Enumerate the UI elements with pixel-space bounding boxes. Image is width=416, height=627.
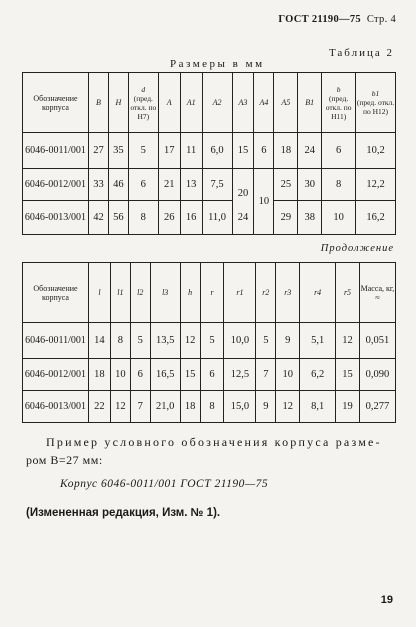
cell-A2: 11,0 [202, 201, 232, 235]
cell-r4: 6,2 [300, 359, 336, 391]
col-A: A [158, 73, 180, 133]
cell-r: 8 [200, 391, 224, 423]
cell-name: 6046-0012/001 [23, 359, 89, 391]
continuation-label: Продолжение [320, 243, 394, 254]
col-A3: A3 [232, 73, 254, 133]
cell-r: 6 [200, 359, 224, 391]
table-row [23, 391, 396, 423]
table-row [23, 201, 396, 235]
col-A1: A1 [180, 73, 202, 133]
col-A5: A5 [274, 73, 298, 133]
col-r1: r1 [224, 263, 256, 323]
cell-A3: 15 [232, 133, 254, 169]
table-row [23, 359, 396, 391]
col-d: d (пред. откл. по Н7) [128, 73, 158, 133]
cell-name: 6046-0013/001 [23, 391, 89, 423]
cell-l3: 13,5 [150, 323, 180, 359]
cell-r4: 8,1 [300, 391, 336, 423]
cell-H: 56 [108, 201, 128, 235]
cell-b: 10 [322, 201, 356, 235]
col-r5: r5 [336, 263, 360, 323]
example-text-line2: ром B=27 мм: [26, 453, 103, 467]
cell-A2: 6,0 [202, 133, 232, 169]
gost-number: ГОСТ 21190—75 [278, 14, 361, 25]
cell-name: 6046-0011/001 [23, 323, 89, 359]
cell-l: 22 [88, 391, 110, 423]
col-A2: A2 [202, 73, 232, 133]
cell-name: 6046-0012/001 [23, 169, 89, 201]
cell-b: 6 [322, 133, 356, 169]
table-row [23, 169, 396, 201]
cell-l1: 12 [110, 391, 130, 423]
cell-r5: 15 [336, 359, 360, 391]
cell-b1: 12,2 [356, 169, 396, 201]
cell-A5: 25 [274, 169, 298, 201]
col-A4: A4 [254, 73, 274, 133]
cell-l: 18 [88, 359, 110, 391]
col-b1: b1 (пред. откл. по Н12) [356, 73, 396, 133]
cell-r3: 10 [276, 359, 300, 391]
cell-B: 27 [88, 133, 108, 169]
cell-mass: 0,277 [359, 391, 395, 423]
cell-l2: 5 [130, 323, 150, 359]
cell-A4: 6 [254, 133, 274, 169]
cell-A2: 7,5 [202, 169, 232, 201]
cell-r1: 10,0 [224, 323, 256, 359]
page-label: Стр. 4 [366, 14, 396, 25]
col-r4: r4 [300, 263, 336, 323]
cell-l3: 16,5 [150, 359, 180, 391]
cell-d: 8 [128, 201, 158, 235]
cell-B1: 24 [298, 133, 322, 169]
cell-r2: 7 [256, 359, 276, 391]
cell-H: 35 [108, 133, 128, 169]
cell-B: 42 [88, 201, 108, 235]
cell-A5: 29 [274, 201, 298, 235]
cell-A4-merged: 10 [254, 169, 274, 235]
cell-h: 12 [180, 323, 200, 359]
cell-mass: 0,051 [359, 323, 395, 359]
dimensions-table [22, 72, 396, 235]
cell-r5: 12 [336, 323, 360, 359]
cell-A1: 11 [180, 133, 202, 169]
cell-A3: 24 [232, 201, 254, 235]
col-l2: l2 [130, 263, 150, 323]
cell-b: 8 [322, 169, 356, 201]
cell-r: 5 [200, 323, 224, 359]
cell-b1: 10,2 [356, 133, 396, 169]
cell-d: 5 [128, 133, 158, 169]
cell-A: 26 [158, 201, 180, 235]
cell-l2: 6 [130, 359, 150, 391]
cell-l2: 7 [130, 391, 150, 423]
cell-B1: 30 [298, 169, 322, 201]
cell-l1: 8 [110, 323, 130, 359]
cell-A3: 20 [232, 169, 254, 201]
table-row [23, 133, 396, 169]
table-label: Таблица 2 [328, 47, 394, 59]
edition-note: (Измененная редакция, Изм. № 1). [26, 507, 221, 519]
cell-r2: 5 [256, 323, 276, 359]
col-l: l [88, 263, 110, 323]
cell-l3: 21,0 [150, 391, 180, 423]
cell-r5: 19 [336, 391, 360, 423]
cell-r1: 12,5 [224, 359, 256, 391]
continuation-table [22, 262, 396, 423]
cell-r3: 9 [276, 323, 300, 359]
col-mass: Масса, кг, ≈ [359, 263, 395, 323]
cell-B: 33 [88, 169, 108, 201]
col-b: b (пред. откл. по Н11) [322, 73, 356, 133]
cell-H: 46 [108, 169, 128, 201]
cell-h: 18 [180, 391, 200, 423]
col-name: Обозначение корпуса [23, 73, 89, 133]
cell-B1: 38 [298, 201, 322, 235]
col-l3: l3 [150, 263, 180, 323]
cell-h: 15 [180, 359, 200, 391]
cell-d: 6 [128, 169, 158, 201]
document-header [278, 14, 396, 25]
cell-l: 14 [88, 323, 110, 359]
col-H: H [108, 73, 128, 133]
table-caption: Размеры в мм [170, 58, 265, 70]
cell-r2: 9 [256, 391, 276, 423]
cell-name: 6046-0013/001 [23, 201, 89, 235]
cell-A5: 18 [274, 133, 298, 169]
col-B1: B1 [298, 73, 322, 133]
cell-mass: 0,090 [359, 359, 395, 391]
cell-r4: 5,1 [300, 323, 336, 359]
cell-A: 17 [158, 133, 180, 169]
cell-A1: 13 [180, 169, 202, 201]
col-r: r [200, 263, 224, 323]
col-name: Обозначение корпуса [23, 263, 89, 323]
cell-r1: 15,0 [224, 391, 256, 423]
page-number: 19 [380, 594, 393, 606]
col-r3: r3 [276, 263, 300, 323]
cell-name: 6046-0011/001 [23, 133, 89, 169]
cell-r3: 12 [276, 391, 300, 423]
example-text-line1: Пример условного обозначения корпуса разме- [46, 435, 382, 449]
designation-example: Корпус 6046-0011/001 ГОСТ 21190—75 [60, 478, 269, 490]
col-r2: r2 [256, 263, 276, 323]
col-l1: l1 [110, 263, 130, 323]
cell-b1: 16,2 [356, 201, 396, 235]
cell-A1: 16 [180, 201, 202, 235]
cell-l1: 10 [110, 359, 130, 391]
cell-A: 21 [158, 169, 180, 201]
table-row [23, 323, 396, 359]
col-B: B [88, 73, 108, 133]
col-h: h [180, 263, 200, 323]
